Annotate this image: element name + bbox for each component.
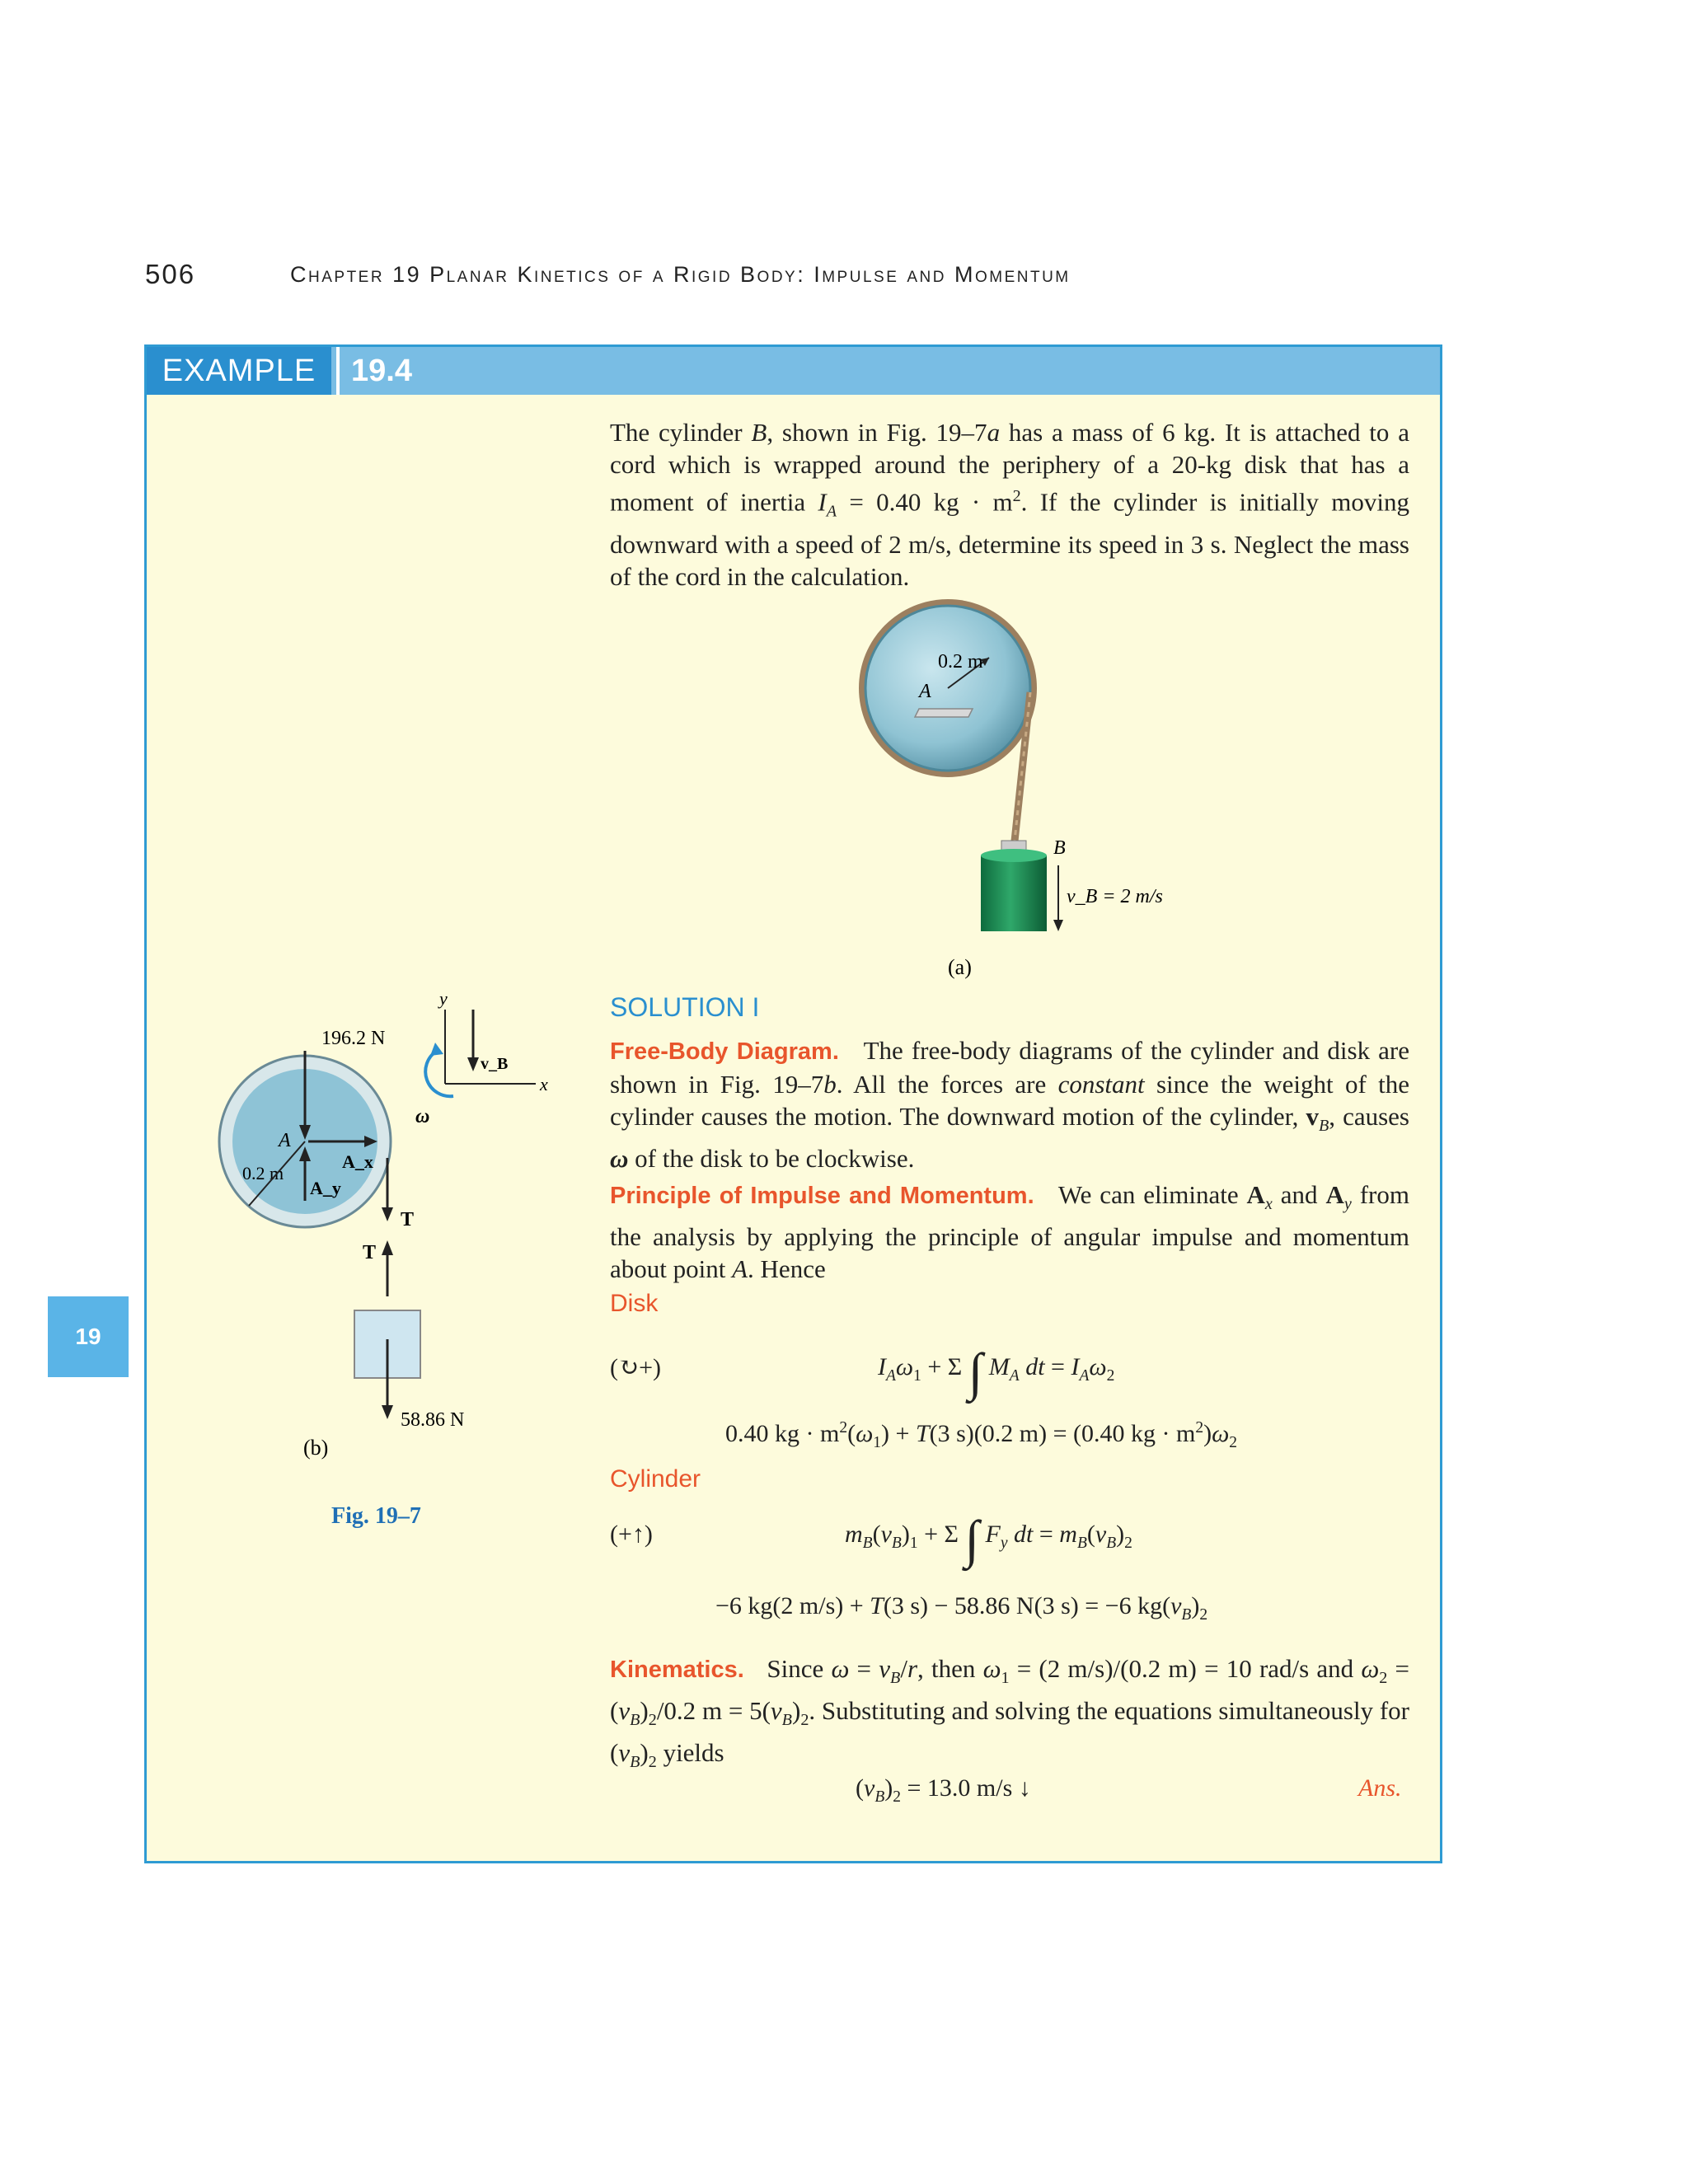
- caption-b: (b): [303, 1436, 329, 1460]
- label-point-b: A: [279, 1130, 291, 1151]
- solution-heading: SOLUTION I: [610, 992, 760, 1022]
- example-label: EXAMPLE: [147, 347, 331, 395]
- disk-equation-2: 0.40 kg · $m^2(\omega_1) + T(3$ s)(0.2 m) = (0.40 kg · $m^2)\omega_2$: [725, 1419, 1238, 1451]
- label-tension-cyl: T: [363, 1242, 377, 1263]
- example-header: [147, 347, 1440, 395]
- impulse-title: Principle of Impulse and Momentum.: [610, 1183, 1034, 1209]
- running-head: Chapter 19 Planar Kinetics of a Rigid Body: Impulse and Momentum: [290, 262, 1071, 287]
- label-vb: v_B: [481, 1055, 509, 1073]
- label-point-a: A: [919, 681, 931, 702]
- kinematics-title: Kinematics.: [610, 1657, 744, 1683]
- label-ay: A_y: [310, 1178, 341, 1198]
- kinematics-paragraph: Kinematics. Since $\omega = v_B/r$, then $\omega_1 = (2$ m/s)/(0.2 m) = 10 rad/s and $\omega_2 = (v_B)_2/0.2$ $m = 5(v_B)_2$. Substituting and solving the equations simultaneously for $(v_B)_2$ yields: [610, 1654, 1410, 1772]
- page-number: 506: [145, 259, 196, 289]
- cylinder-equation-1: $m_B(v_B)_1 + \Sigma$ ∫ $F_y$ dt = $m_B(v_B)_2$: [845, 1510, 1132, 1569]
- label-weight-cyl: 58.86 N: [401, 1409, 465, 1431]
- figure-caption: Fig. 19–7: [331, 1503, 421, 1529]
- figure-b: [206, 985, 577, 1479]
- disk-heading: Disk: [610, 1290, 659, 1317]
- label-omega: ω: [415, 1106, 430, 1127]
- axis-y-label: y: [439, 988, 448, 1009]
- example-number: 19.4: [336, 347, 412, 395]
- label-ax: A_x: [342, 1151, 373, 1172]
- label-radius-b: 0.2 m: [242, 1163, 284, 1183]
- cylinder-sign: (+↑): [610, 1521, 653, 1548]
- answer-label: Ans.: [1358, 1774, 1402, 1802]
- caption-a: (a): [948, 955, 972, 979]
- label-weight-disk: 196.2 N: [321, 1028, 386, 1049]
- label-radius-a: 0.2 m: [938, 651, 983, 673]
- chapter-tab: 19: [48, 1296, 129, 1377]
- axis-x-label: x: [540, 1074, 548, 1094]
- fbd-paragraph: Free-Body Diagram. The free-body diagrams of the cylinder and disk are shown in Fig. 19–7b. All the forces are constant since the weight of the cylinder causes the motion. The downward motion of the cylinder, $v_B$, causes ω of the disk to be clockwise.: [610, 1036, 1410, 1174]
- problem-statement: The cylinder B, shown in Fig. 19–7a has a mass of 6 kg. It is attached to a cord which is wrapped around the periphery of a 20-kg disk that has a moment of inertia $I_A = 0.40$ kg · $m^2$. If the cylinder is initially moving downward with a speed of 2 m/s, determine its speed in 3 s. Neglect the mass of the cord in the calculation.: [610, 418, 1410, 591]
- label-velocity-a: v_B = 2 m/s: [1067, 886, 1163, 907]
- impulse-paragraph: Principle of Impulse and Momentum. We can eliminate $A_x$ and $A_y$ from the analysis by applying the principle of angular impulse and momentum about point A. Hence: [610, 1180, 1409, 1284]
- disk-equation-1: $I_A\omega_1 + \Sigma$ ∫ $M_A$ dt = $I_A\omega_2$: [878, 1343, 1115, 1402]
- answer-equation: $(v_B)_2 = 13.0$ m/s ↓: [856, 1774, 1031, 1806]
- fbd-title: Free-Body Diagram.: [610, 1038, 839, 1065]
- figure-a: [849, 593, 1195, 1005]
- cylinder-equation-2: −6 kg(2 m/s) + T(3 s) − 58.86 N(3 s) = −6 $kg(v_B)_2$: [715, 1592, 1208, 1624]
- cylinder-heading: Cylinder: [610, 1465, 701, 1493]
- label-cylinder-b: B: [1053, 837, 1066, 859]
- disk-sign: (↻+): [610, 1354, 662, 1381]
- cylinder-b: [981, 855, 1047, 931]
- label-tension-disk: T: [401, 1209, 415, 1230]
